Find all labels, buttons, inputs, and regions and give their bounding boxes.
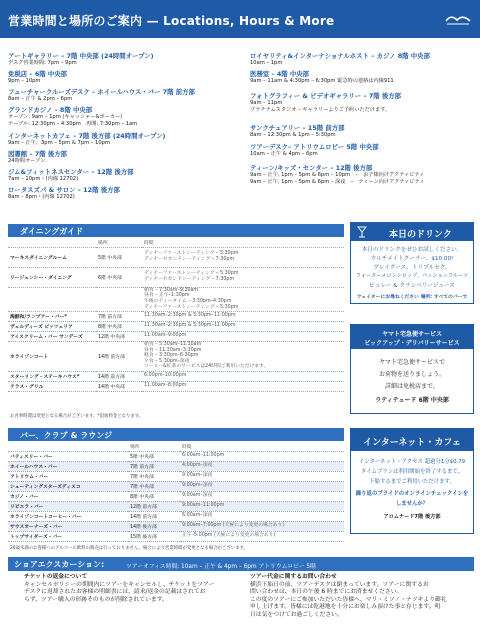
location-duty-free: 免税店 – 6階 中央部 9pm – 10pm [8,70,68,84]
cruise-line-logo-icon [444,12,472,26]
location-future-cruise: フューチャークルーズデスク – ホイールハウス・バー 7階 前方部 8am – 正午 & 2pm – 6pm [8,88,195,102]
yamato-delivery-box: ヤマト宅急便サービス ピックアップ・デリバリーサービス ヤマト宅急便サービスで お荷物を送りましょう。 詳細は免税店まで。 ラティテュード 6階 中央部 [350,324,474,414]
dining-col-hours: 時間 [144,240,154,246]
page-title: 営業時間と場所のご案内 — Locations, Hours & More [8,14,335,28]
location-spa: ロータスズパ & サロン – 12階 後方部 8am – 8pm・(内線 12702) [8,186,120,200]
table-row: ホライゾンコート 14階 前方部 朝食 – 5:30am–11:30am 昼食 – 11:30am–3:30pm 軽食 – 3:30pm–6:30pm 夕食 – 5:30pm–深夜 コーヒー&紅茶のサービスは24時間ご利用いただけます。 [8,341,344,371]
page-header [0,0,480,38]
location-loyalty-host: ロイヤリティ&インターナショナルホスト – カジノ 8階 中央部 10am – 1pm [250,52,430,66]
location-medical: 医務室 – 4階 中央部 9am – 11am & 4:30pm – 6:30pm 緊急時の連絡は内線911 [250,70,394,84]
table-row: マーキスダイニングルーム 5階 中央部 ディナーファーストシーティング – 5:30pm ディナーセカンドシーティング – 7:30pm [8,247,344,267]
table-row: リージェンシー・ダイニング 6階 中央部 ディナーファーストシーティング – 5:30pm ディナーセカンドシーティング – 7:30pm [8,267,344,287]
location-photo-gallery: フォトグラフィー & ビデオギャラリー – 7階 後方部 9am – 11pm プラチナムスタジオ – ギャラリーよりご予約いただけます。 [250,92,402,113]
table-row: 海鮮和/ランプアー・バー* 7階 前方部 11:30am–2:30pm & 5:30pm–11:00pm [8,311,344,321]
table-row: スターリング・ステーキハウス* 14階 前方部 6:00pm–10:00pm [8,371,344,381]
location-gym: ジム&フィットネスセンター – 12階 後方部 7am – 10pm・(内線 12702) [8,168,134,182]
bars-note: 20歳未満のお客様へのアルコール飲料の販売は行っておりません。場合により営業時間が変更となる場合がございます。 [10,546,248,551]
bars-table [8,442,344,542]
location-art-gallery: アートギャラリー – 7階 中央部 (24時間オープン) デスク営業時間: 7pm – 9pm [8,52,154,66]
drink-heading: 本日のドリンク [389,230,452,240]
bars-col-hours: 時間 [182,444,192,450]
table-row: シューティングスターズディスコ 7階 中央部 9:00pm–深夜 [8,481,344,491]
table-row: アイスクリーム・バー サンデーズ 12階 中央部 11:00am–9:00pm [8,331,344,341]
table-row: トップサイダーズ・バー 15階 後方部 正午–5:00pm (天候により変更の場合あり) [8,531,344,541]
dining-table [8,238,344,392]
table-row: カジノ・バー 8階 中央部 9:00am–深夜 [8,491,344,501]
table-row: アトリウム・バー 7階 中央部 9:00am–深夜 [8,471,344,481]
dining-guide-header: ダイニングガイド [8,224,344,237]
table-row: ホライゾンコートコーヒー・バー 14階 前方部 6:00am–深夜 [8,511,344,521]
dining-col-location: 場所 [98,240,108,246]
location-grand-casino: グランドカジノ – 8階 中央部 オープン: 9am – 1pm (キャッシャー&ポーカー) テーブル: 12:30pm – 4:30pm 再開: 7:30pm – 1am [8,106,138,127]
table-row: ヴェルディーズ ピッツェリア 8階 中央部 11:30am–2:30pm & 5:30pm–11:00pm [8,321,344,331]
location-library: 図書館 – 7階 後方部 24時間オープン [8,150,68,164]
table-row: テラス・グリル 14階 中央部 11:00am–8:00pm [8,381,344,391]
table-row: サウスオーナーズ・バー 14階 後方部 9:00am–7:00pm (天候により変更の場合あり) [8,521,344,531]
internet-cafe-box: インターネット・カフェ インターネット・アクセス 超過分1分$0.79 タイムプランは利用開始を終了するまで、 下船するまでご利用いただけます。 繰り返のプライドのオンラインチェックインを しませんか？ アロムナード7階 後方部 [350,428,474,534]
dining-note: お食事時間は変更となる場合がございます。*追加料金となります。 [10,414,144,419]
shore-excursions-header: ショアエクスカーション: ツアーオフィス時間: 10am – 正午 & 4pm – 6pm アトリウムロビー 5階 [8,557,474,571]
table-row: バティスリー・バー 5階 中央部 6:00am–11:00pm [8,451,344,461]
table-row: 朝食 – 7:30am–9:30am 昼食 – 正午–1:30pm 午後のティータイム – 3:30pm–4:30pm ディナーファーストシーティング – 5:30pm [8,287,344,311]
glass-icon [357,226,367,238]
refund-info: チケットの返金について キャンセルポリシーの期間内にツアーをキャンセルし、チケットをツアー デスクに返却されたお客様の明細書には、請求/返金の記載はされてお らず、ツアー購入の形跡そのものが削除されています。 [24,574,215,603]
table-row: ホイールハウス・バー 7階 前方部 4:00pm–深夜 [8,461,344,471]
tour-inquiry-info: ツアー代金に関するお問い合わせ 横浜下船日の前、ツアーデスクは閉まっています。ツアーに関するお 問い合わせは、本日の午後 6 時までにお済ませください。 この度のツアーにご参加いただいた皆様へ、マリ・ミソノ・ナツキより御礼 申し上げます。皆様には乾港地を十分にお楽しみ頂けた事と存じます。明 日は気をつけてお過ごしください。 [250,574,447,618]
drink-of-day-box: 本日のドリンク 本日のドリンクをぜひお試しください。 ウルチメイトクーラー、$10.00! グレイグース、トリプルセク、 フォーターメロンシロップ、パッションフルーツ ピュレー & クランベリージュース ウェイターにお尋ねください 場所: すべてのバーで [350,222,474,304]
location-tour-desk: ツアーデスク– アトリウムロビー 5階 中央部 10am – 正午 & 4pm – 6pm [250,143,379,157]
bars-col-location: 場所 [130,444,140,450]
internet-heading: インターネット・カフェ [363,438,461,448]
table-row: リビエラ・バー 12階 前方部 9:00am–11:00pm [8,501,344,511]
bars-header: バー、クラブ & ラウンジ [8,428,344,441]
location-internet-cafe: インターネットカフェ – 7階 後方部 (24時間オープン) 9am – 正午、3pm – 5pm & 7pm – 10pm [8,132,166,146]
location-teen-kids: ティーン/キッズ・センター – 12階 後方部 9am – 正午, 1pm – 5pm & 6pm – 10pm – お子様向けアクティビティ 9am – 正午, 1pm – 5pm & 6pm – 深夜 – ティーン向けアクティビティ [250,164,425,185]
location-sanctuary: サンクチュアリー – 15階 前方部 8am – 12:30pm & 1pm – 5:30pm [250,124,345,138]
